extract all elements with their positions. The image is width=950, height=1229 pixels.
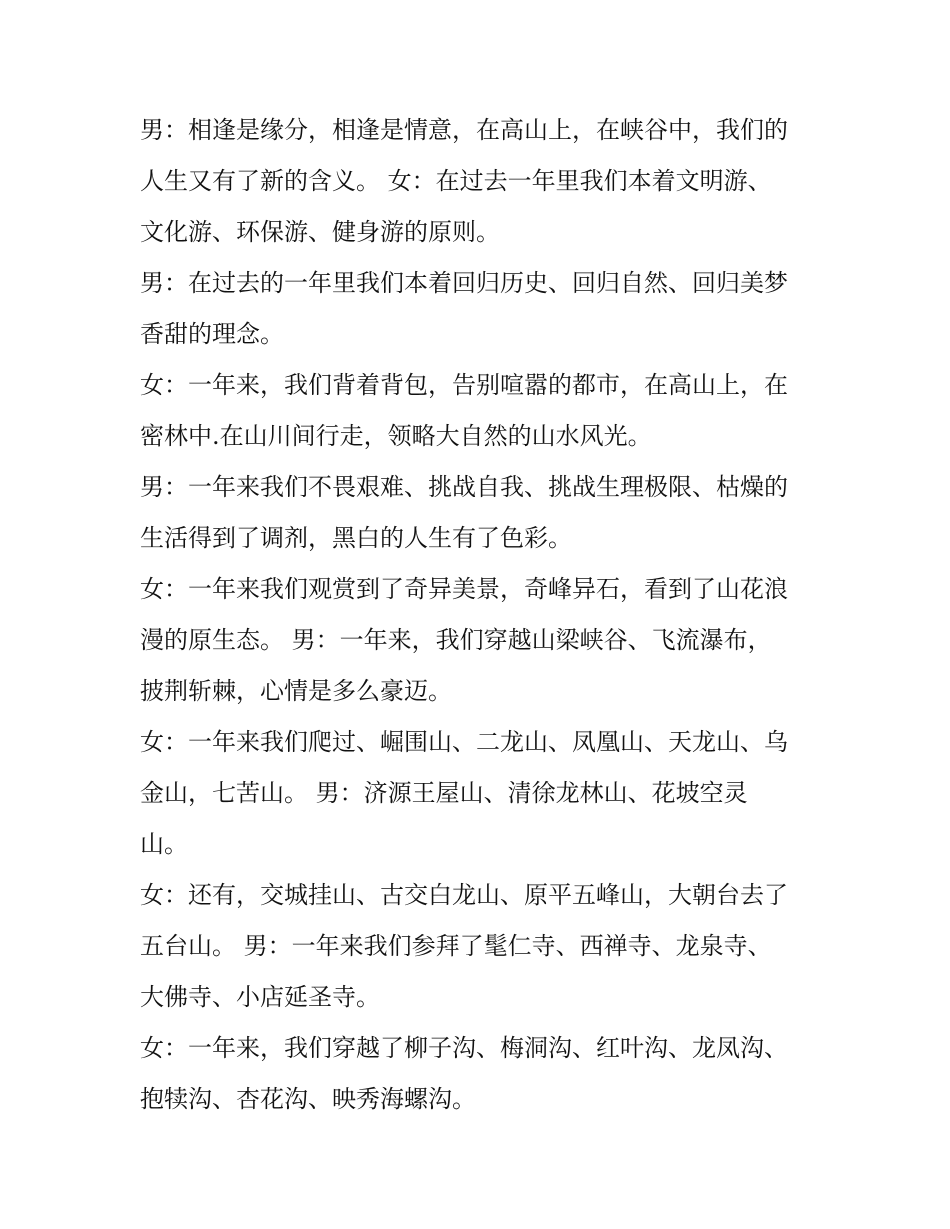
text-line: 香甜的理念。 bbox=[140, 320, 284, 348]
text-line: 女：一年来，我们穿越了柳子沟、梅洞沟、红叶沟、龙凤沟、 bbox=[140, 1034, 788, 1062]
document-body bbox=[140, 105, 830, 1125]
text-line: 男：相逢是缘分，相逢是情意，在高山上，在峡谷中，我们的 bbox=[140, 116, 788, 144]
text-line: 山。 bbox=[140, 830, 188, 858]
text-line: 文化游、环保游、健身游的原则。 bbox=[140, 218, 500, 246]
text-line: 女：还有，交城挂山、古交白龙山、原平五峰山，大朝台去了 bbox=[140, 881, 788, 909]
text-line: 女：一年来我们观赏到了奇异美景，奇峰异石，看到了山花浪 bbox=[140, 575, 788, 603]
text-line: 漫的原生态。 男：一年来，我们穿越山梁峡谷、飞流瀑布， bbox=[140, 626, 772, 654]
text-line: 五台山。 男：一年来我们参拜了髦仁寺、西禅寺、龙泉寺、 bbox=[140, 932, 772, 960]
text-line: 金山，七苦山。 男：济源王屋山、清徐龙林山、花坡空灵 bbox=[140, 779, 748, 807]
text-line: 女：一年来我们爬过、崛围山、二龙山、凤凰山、天龙山、乌 bbox=[140, 728, 788, 756]
text-line: 抱犊沟、杏花沟、映秀海螺沟。 bbox=[140, 1085, 476, 1113]
text-line: 女：一年来，我们背着背包，告别喧嚣的都市，在高山上，在 bbox=[140, 371, 788, 399]
text-line: 密林中.在山川间行走，领略大自然的山水风光。 bbox=[140, 422, 652, 450]
text-line: 男：在过去的一年里我们本着回归历史、回归自然、回归美梦 bbox=[140, 269, 788, 297]
text-line: 男：一年来我们不畏艰难、挑战自我、挑战生理极限、枯燥的 bbox=[140, 473, 788, 501]
text-line: 人生又有了新的含义。 女：在过去一年里我们本着文明游、 bbox=[140, 167, 772, 195]
text-line: 披荆斩棘，心情是多么豪迈。 bbox=[140, 677, 452, 705]
text-line: 生活得到了调剂，黑白的人生有了色彩。 bbox=[140, 524, 572, 552]
text-line: 大佛寺、小店延圣寺。 bbox=[140, 983, 380, 1011]
